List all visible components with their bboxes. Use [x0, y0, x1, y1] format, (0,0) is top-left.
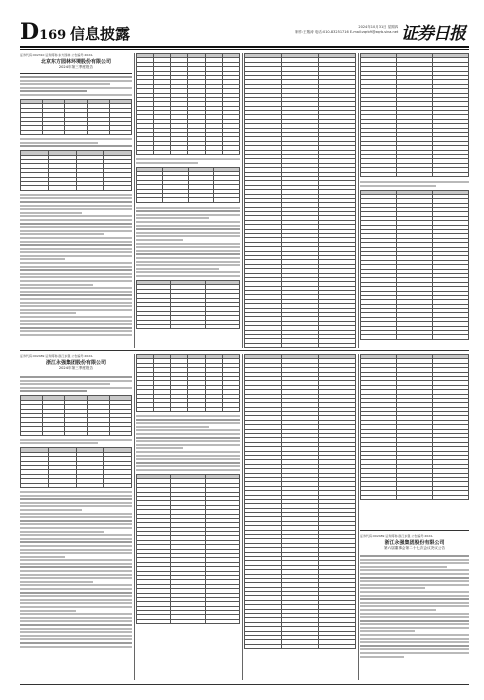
- article-2-cash-flow-table: [360, 354, 469, 500]
- article-3-rule: [360, 530, 469, 531]
- masthead-rule: [20, 46, 469, 48]
- article-1: [20, 53, 132, 348]
- dateline: [295, 25, 398, 35]
- page-letter: D: [20, 19, 39, 45]
- article-3-company: 浙江永强集团股份有限公司: [384, 540, 445, 546]
- article-2-balance-sheet: [244, 354, 356, 680]
- article-3: [360, 534, 469, 659]
- article-2-company: 浙江永强集团股份有限公司: [45, 360, 106, 366]
- issue-date: 2024年10月31日 星期四: [358, 25, 399, 29]
- article-1-body-2: [20, 194, 132, 336]
- column-divider: [134, 53, 135, 348]
- masthead: [20, 20, 469, 46]
- balance-sheet-table-2: [360, 53, 469, 177]
- footer-rule: [20, 684, 469, 685]
- article-2-body-2: [20, 491, 132, 648]
- newspaper-logo: 证券日报: [401, 24, 465, 44]
- financial-table-2: [136, 167, 240, 203]
- column-divider: [358, 53, 359, 348]
- article-3-code-line: 证券代码:002489 证券简称:浙江永强 公告编号:2024-: [360, 534, 434, 538]
- column-divider: [242, 354, 243, 680]
- balance-sheet-table-1: [244, 53, 356, 348]
- article-2-table-b: [20, 447, 132, 488]
- article-3-body: [360, 555, 469, 658]
- half-divider: [20, 350, 469, 351]
- cash-flow-table: [360, 190, 469, 340]
- article-2-financial-table: [136, 354, 240, 412]
- article-2-table-a: [20, 395, 132, 436]
- article-1-rule: [20, 73, 132, 74]
- article-2-balance-sheet-table: [244, 354, 356, 649]
- financial-table-1: [136, 53, 240, 155]
- article-2-report-title: 2024年第三季度报告: [58, 366, 94, 370]
- article-2-code-line: 证券代码:002489 证券简称:浙江永强 公告编号:2024-: [20, 354, 94, 358]
- article-1-table-b: [20, 150, 132, 191]
- article-1-report-title: 2024年第三季度报告: [58, 65, 94, 69]
- column-divider: [358, 354, 359, 680]
- article-2-balance-table: [136, 474, 240, 624]
- page-number: [20, 20, 66, 48]
- article-3-report-title: 第六届董事会第二十七次会议决议公告: [383, 546, 446, 550]
- article-1-tables: [136, 53, 240, 348]
- article-1-code-line: 证券代码:002310 证券简称:东方园林 公告编号:2024-: [20, 53, 94, 57]
- column-divider: [242, 53, 243, 348]
- balance-sheet-left: [244, 53, 356, 348]
- article-1-table-a: [20, 99, 132, 135]
- article-2-body: [20, 376, 132, 392]
- balance-sheet-right: [360, 53, 469, 348]
- article-2: [20, 354, 132, 680]
- article-2-tables: [136, 354, 240, 680]
- column-divider: [134, 354, 135, 680]
- page-number-value: 169: [39, 28, 67, 43]
- article-3-column: [360, 354, 469, 680]
- article-1-body: [20, 76, 132, 96]
- editor-contact: 制作:王敬涛 电话:010-83251716 E-mail:zqrb9@zqrb.sina.net: [295, 30, 399, 34]
- article-1-company: 北京东方园林环境股份有限公司: [40, 59, 111, 65]
- financial-table-3: [136, 280, 240, 329]
- masthead-rule-thin: [20, 49, 469, 50]
- section-title: 信息披露: [70, 25, 131, 43]
